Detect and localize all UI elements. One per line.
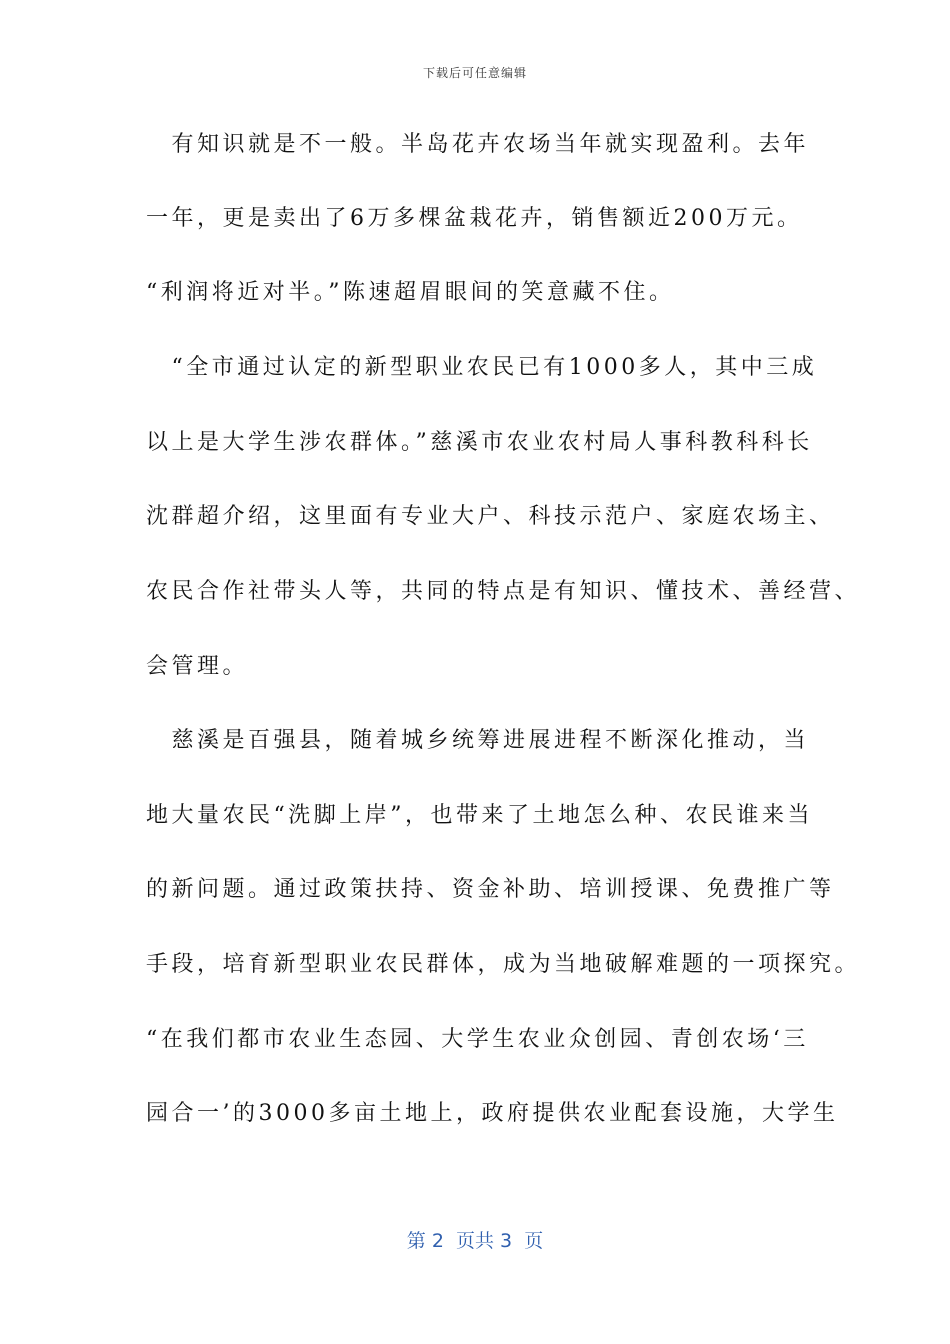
text-line: 慈溪是百强县，随着城乡统筹进展进程不断深化推动，当 <box>146 728 810 753</box>
text-line: “在我们都市农业生态园、大学生农业众创园、青创农场‘三 <box>146 1027 809 1052</box>
text-line: 沈群超介绍，这里面有专业大户、科技示范户、家庭农场主、 <box>146 504 835 529</box>
text-line: “全市通过认定的新型职业农民已有1000多人，其中三成 <box>146 355 818 380</box>
text-line: 会管理。 <box>146 654 249 679</box>
page-footer: 第 2 页共 3 页 <box>406 1230 544 1252</box>
text-line: 有知识就是不一般。半岛花卉农场当年就实现盈利。去年 <box>146 132 810 157</box>
text-line: “利润将近对半。”陈速超眉眼间的笑意藏不住。 <box>146 280 675 305</box>
text-line: 一年，更是卖出了6万多棵盆栽花卉，销售额近200万元。 <box>146 206 803 231</box>
text-line: 的新问题。通过政策扶持、资金补助、培训授课、免费推广等 <box>146 877 835 902</box>
text-line: 以上是大学生涉农群体。”慈溪市农业农村局人事科教科科长 <box>146 430 813 455</box>
page-header: 下载后可任意编辑 <box>422 66 527 80</box>
text-line: 农民合作社带头人等，共同的特点是有知识、懂技术、善经营、 <box>146 579 861 604</box>
text-line: 园合一’的3000多亩土地上，政府提供农业配套设施，大学生 <box>146 1101 839 1126</box>
text-line: 手段，培育新型职业农民群体，成为当地破解难题的一项探究。 <box>146 952 861 977</box>
text-line: 地大量农民“洗脚上岸”，也带来了土地怎么种、农民谁来当 <box>146 803 813 828</box>
